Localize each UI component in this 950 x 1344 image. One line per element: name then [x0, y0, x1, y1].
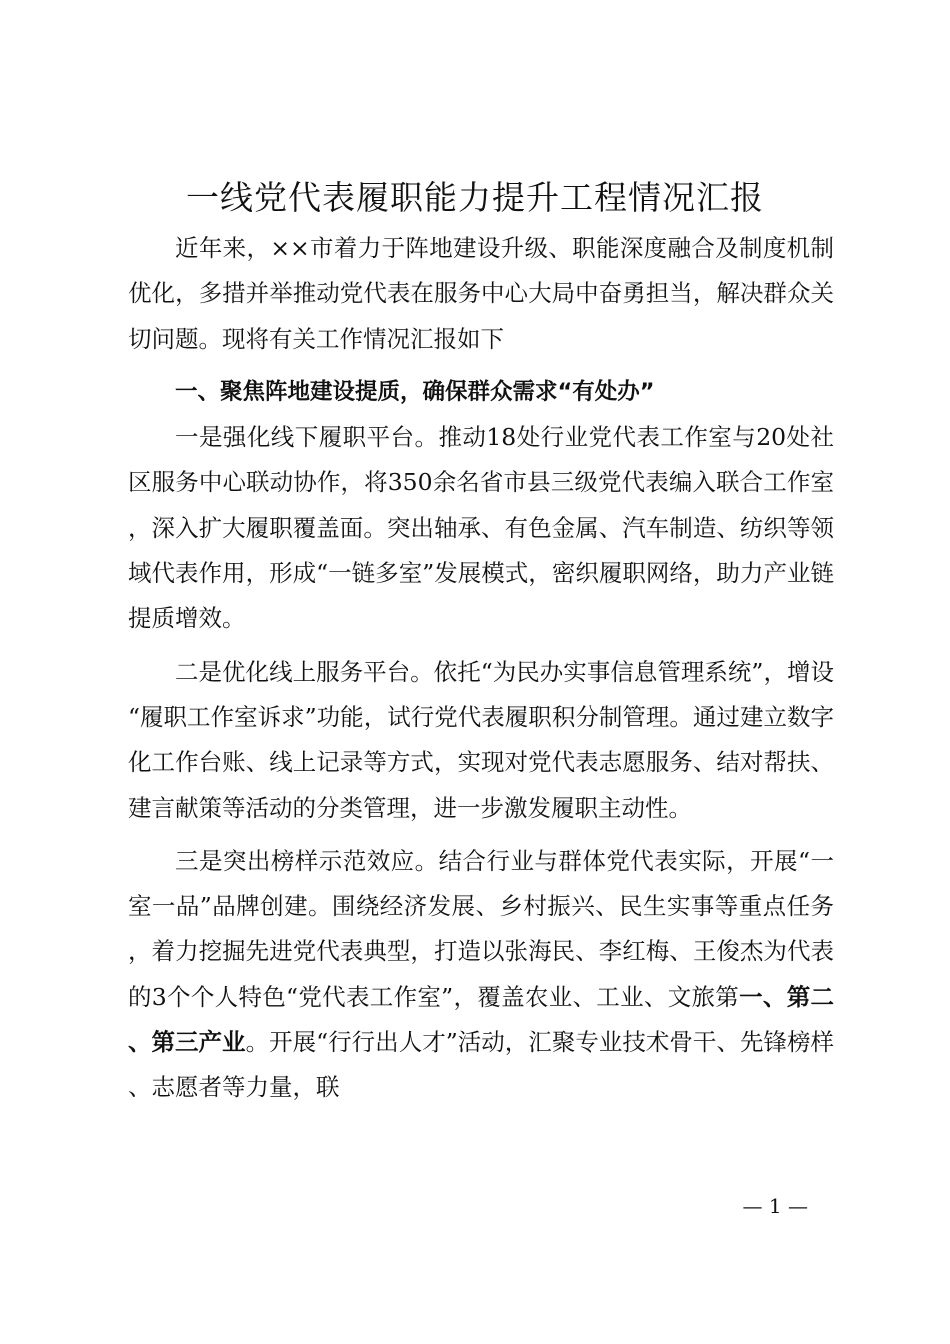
paragraph-role-models-text-2: 。开展“行行出人才”活动，汇聚专业技术骨干、先锋榜样、志愿者等力量，联: [128, 1028, 834, 1102]
section-heading: 一、聚焦阵地建设提质，确保群众需求“有处办”: [175, 378, 655, 405]
spacer: [128, 831, 834, 839]
spacer: [128, 362, 834, 370]
document-title: 一线党代表履职能力提升工程情况汇报: [186, 178, 764, 217]
paragraph-role-models-text-1: 三是突出榜样示范效应。结合行业与群体党代表实际，开展“一室一品”品牌创建。围绕经济发展、乡村振兴、民生实事等重点任务，着力挖掘先进党代表典型，打造以张海民、李红梅、王俊杰为代表的3个个人特色“党代表工作室”，覆盖农业、工业、文旅第: [128, 846, 834, 1011]
paragraph-online-platform: 二是优化线上服务平台。依托“为民办实事信息管理系统”，增设“履职工作室诉求”功能，试行党代表履职积分制管理。通过建立数字化工作台账、线上记录等方式，实现对党代表志愿服务、结对帮扶、建言献策等活动的分类管理，进一步激发履职主动性。: [128, 657, 834, 822]
paragraph-role-models: [128, 839, 834, 1111]
page-number: — 1 —: [742, 1194, 808, 1218]
document-body: [128, 226, 834, 1111]
paragraph-role-models-bold-text: 一、第二、第三产业: [128, 982, 834, 1057]
paragraph-offline-platform: 一是强化线下履职平台。推动18处行业党代表工作室与20处社区服务中心联动协作，将350余名省市县三级党代表编入联合工作室，深入扩大履职覆盖面。突出轴承、有色金属、汽车制造、纺织等领域代表作用，形成“一链多室”发展模式，密织履职网络，助力产业链提质增效。: [128, 423, 834, 633]
spacer: [128, 642, 834, 650]
intro-paragraph: 近年来，××市着力于阵地建设升级、职能深度融合及制度机制优化，多措并举推动党代表在服务中心大局中奋勇担当，解决群众关切问题。现将有关工作情况汇报如下: [128, 234, 834, 353]
